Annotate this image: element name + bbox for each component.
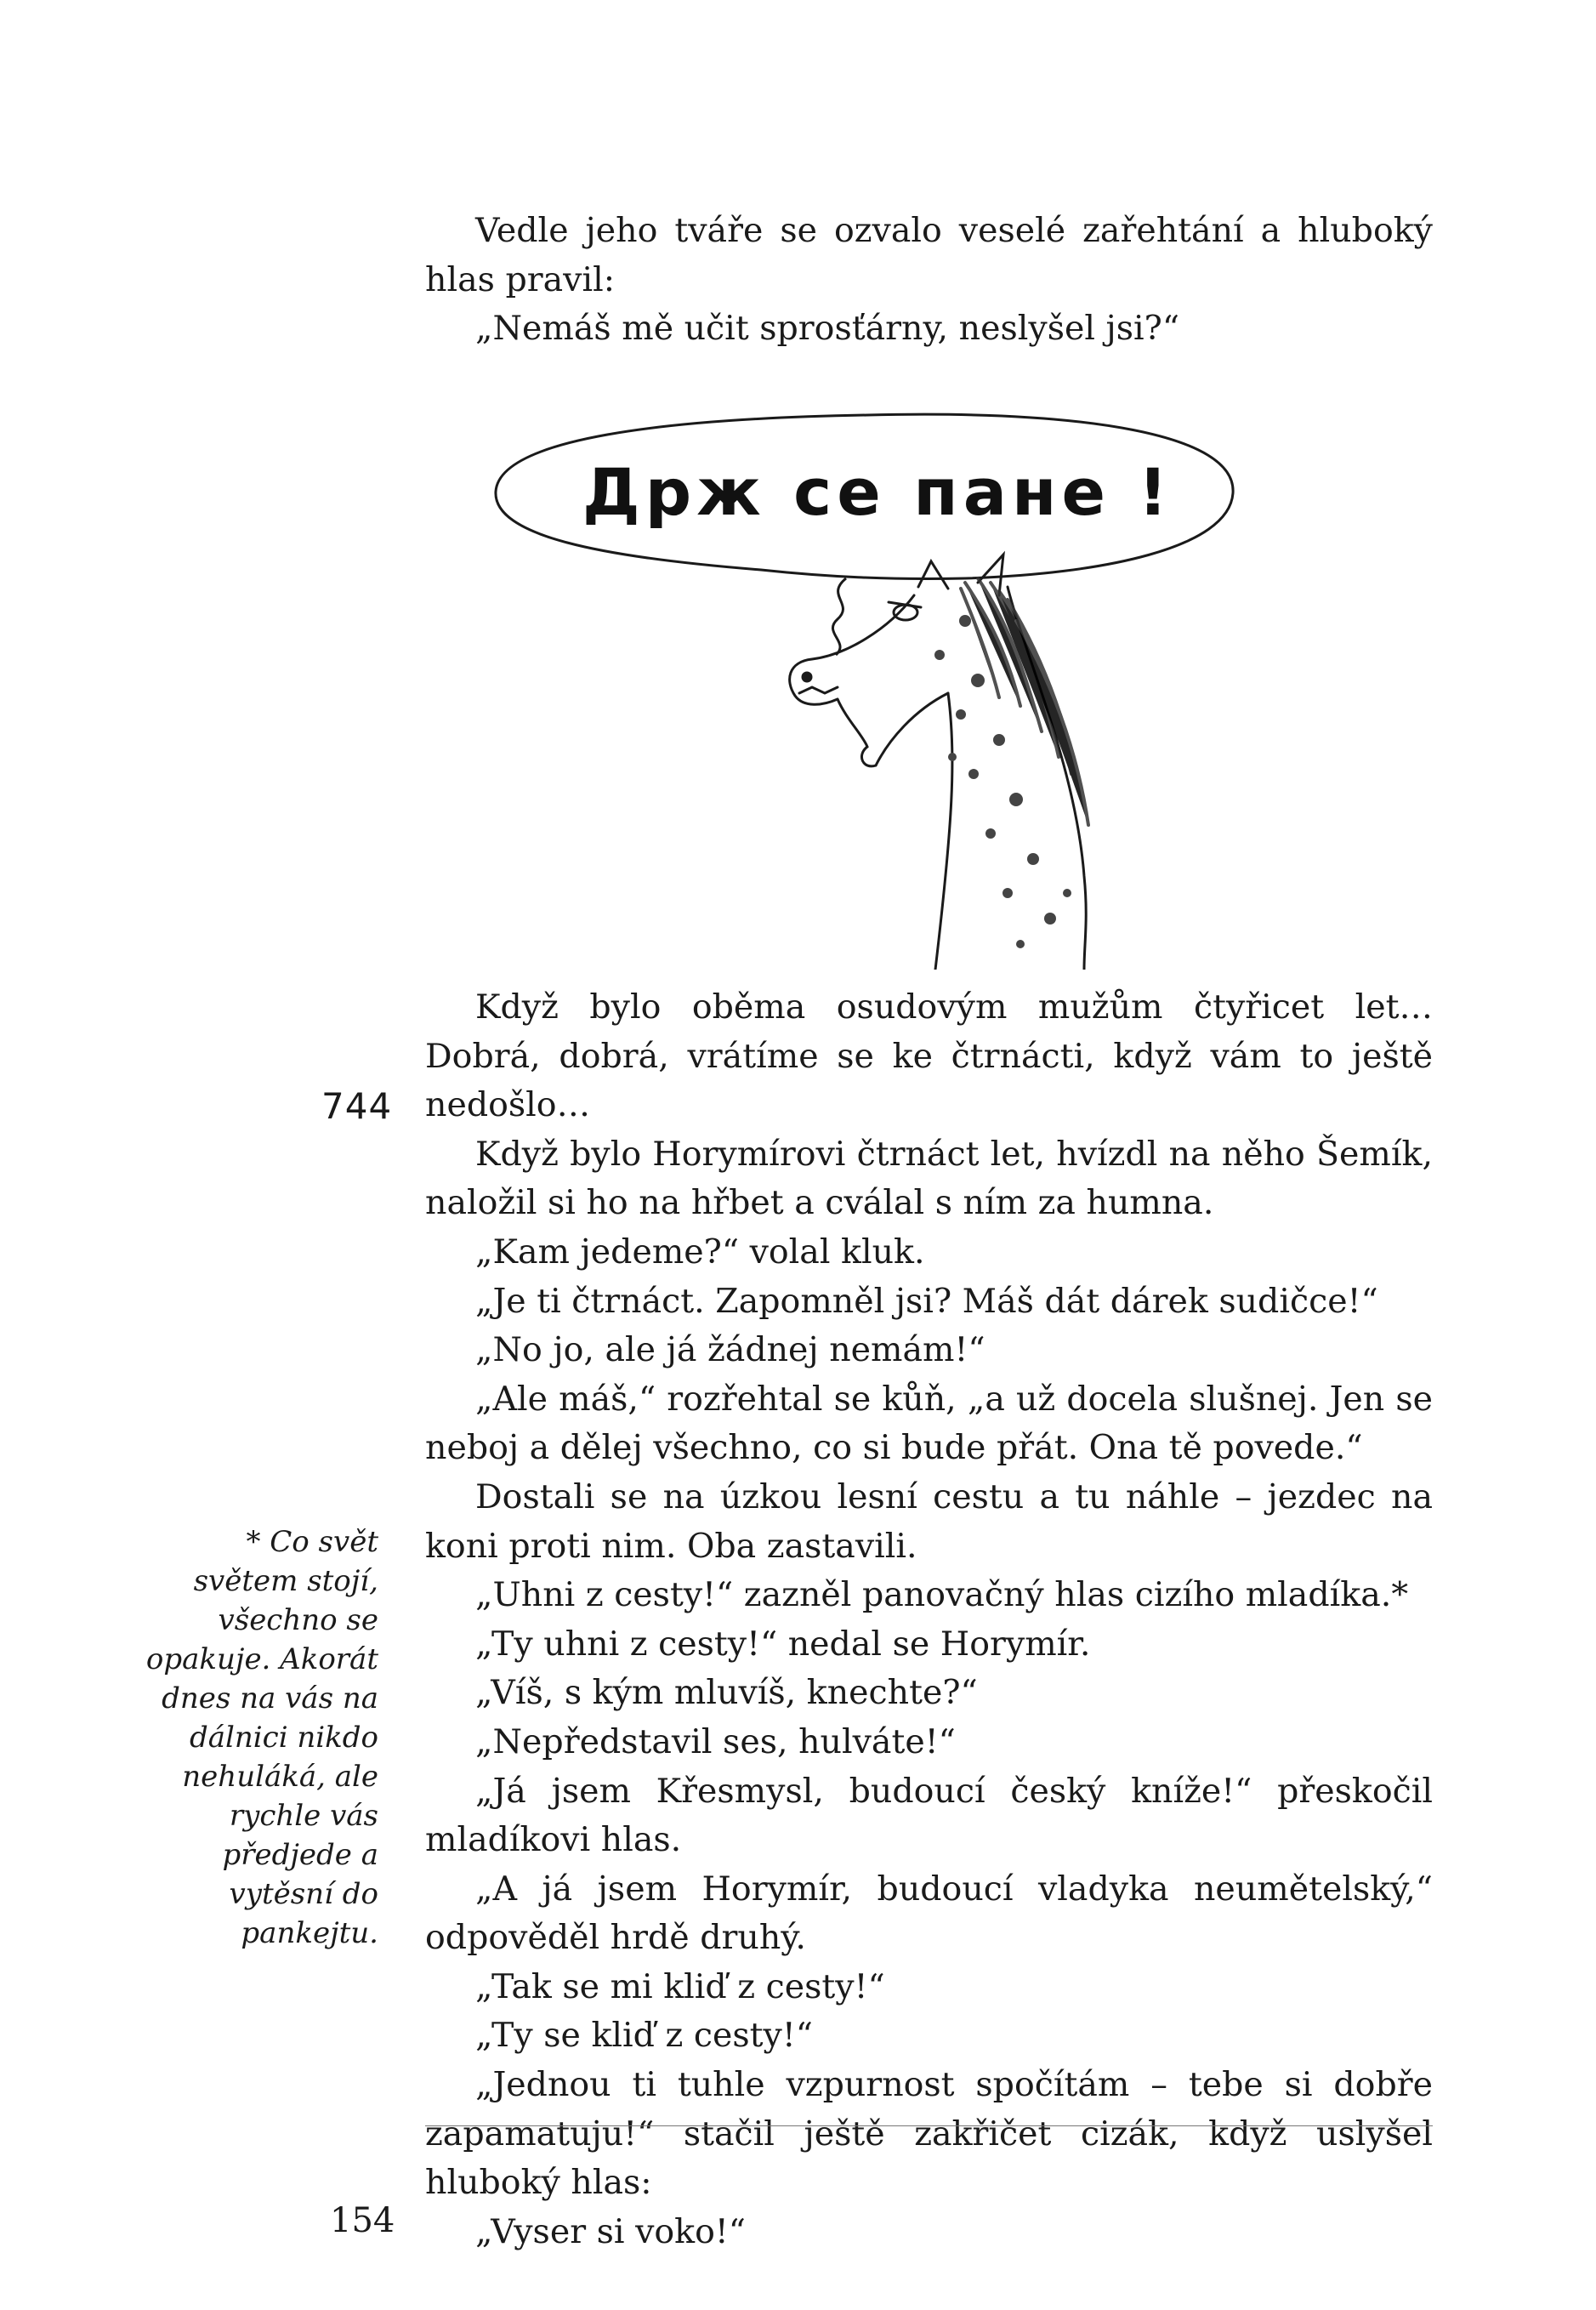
margin-number: 744 (321, 1085, 393, 1127)
paragraph: „Ty uhni z cesty!“ nedal se Horymír. (475, 1624, 1091, 1664)
paragraph: „Kam jedeme?“ volal kluk. (475, 1232, 925, 1272)
paragraph: „Nepředstavil ses, hulváte!“ (475, 1721, 956, 1761)
page-number: 154 (330, 2201, 395, 2240)
paragraph: „Vyser si voko!“ (475, 2211, 746, 2251)
top-text-block (425, 207, 1433, 354)
paragraph: Dostali se na úzkou lesní cestu a tu náhle – jezdec na koni proti nim. Oba zastavili. (425, 1476, 1433, 1566)
horse-head (790, 555, 1087, 970)
footer-rule (425, 2125, 1433, 2126)
paragraph: Když bylo oběma osudovým mužům čtyřicet let… Dobrá, dobrá, vrátíme se ke čtrnácti, když vám to ještě nedošlo… (425, 987, 1433, 1125)
paragraph: „Víš, s kým mluvíš, knechte?“ (475, 1673, 978, 1713)
paragraph: „No jo, ale já žádnej nemám!“ (475, 1330, 985, 1370)
paragraph: „Ale máš,“ rozřehtal se kůň, „a už docela slušnej. Jen se neboj a dělej všechno, co si bude přát. Ona tě povede.“ (425, 1379, 1433, 1468)
footnote: * Co svět světem stojí, všechno se opakuje. Akorát dnes na vás na dálnici nikdo nehuláká, ale rychle vás předjede a vytěsní do pankejtu. (145, 1525, 378, 1950)
paragraph: „Jednou ti tuhle vzpurnost spočítám – tebe si dobře zapamatuju!“ stačil ještě zakřičet cizák, když uslyšel hluboký hlas: (425, 2065, 1433, 2203)
horse-illustration (489, 400, 1246, 970)
speech-bubble-text: Држ се пане ! (582, 454, 1173, 530)
paragraph: „Já jsem Křesmysl, budoucí český kníže!“ přeskočil mladíkovi hlas. (425, 1771, 1433, 1860)
bubble-tail (832, 578, 846, 655)
paragraph: Když bylo Horymírovi čtrnáct let, hvízdl na něho Šemík, naložil si ho na hřbet a cválal s ním za humna. (425, 1134, 1433, 1223)
paragraph: „A já jsem Horymír, budoucí vladyka neumětelský,“ odpověděl hrdě druhý. (425, 1869, 1433, 1958)
paragraph: „Ty se kliď z cesty!“ (475, 2016, 813, 2056)
paragraph: „Nemáš mě učit sprosťárny, neslyšel jsi?“ (475, 309, 1180, 349)
paragraph: „Tak se mi kliď z cesty!“ (475, 1966, 885, 2006)
paragraph: „Uhni z cesty!“ zazněl panovačný hlas cizího mladíka.* (475, 1575, 1409, 1615)
paragraph: Vedle jeho tváře se ozvalo veselé zařehtání a hluboký hlas pravil: (425, 211, 1433, 299)
main-text-block (425, 983, 1433, 2256)
paragraph: „Je ti čtrnáct. Zapomněl jsi? Máš dát dárek sudičce!“ (475, 1281, 1378, 1321)
